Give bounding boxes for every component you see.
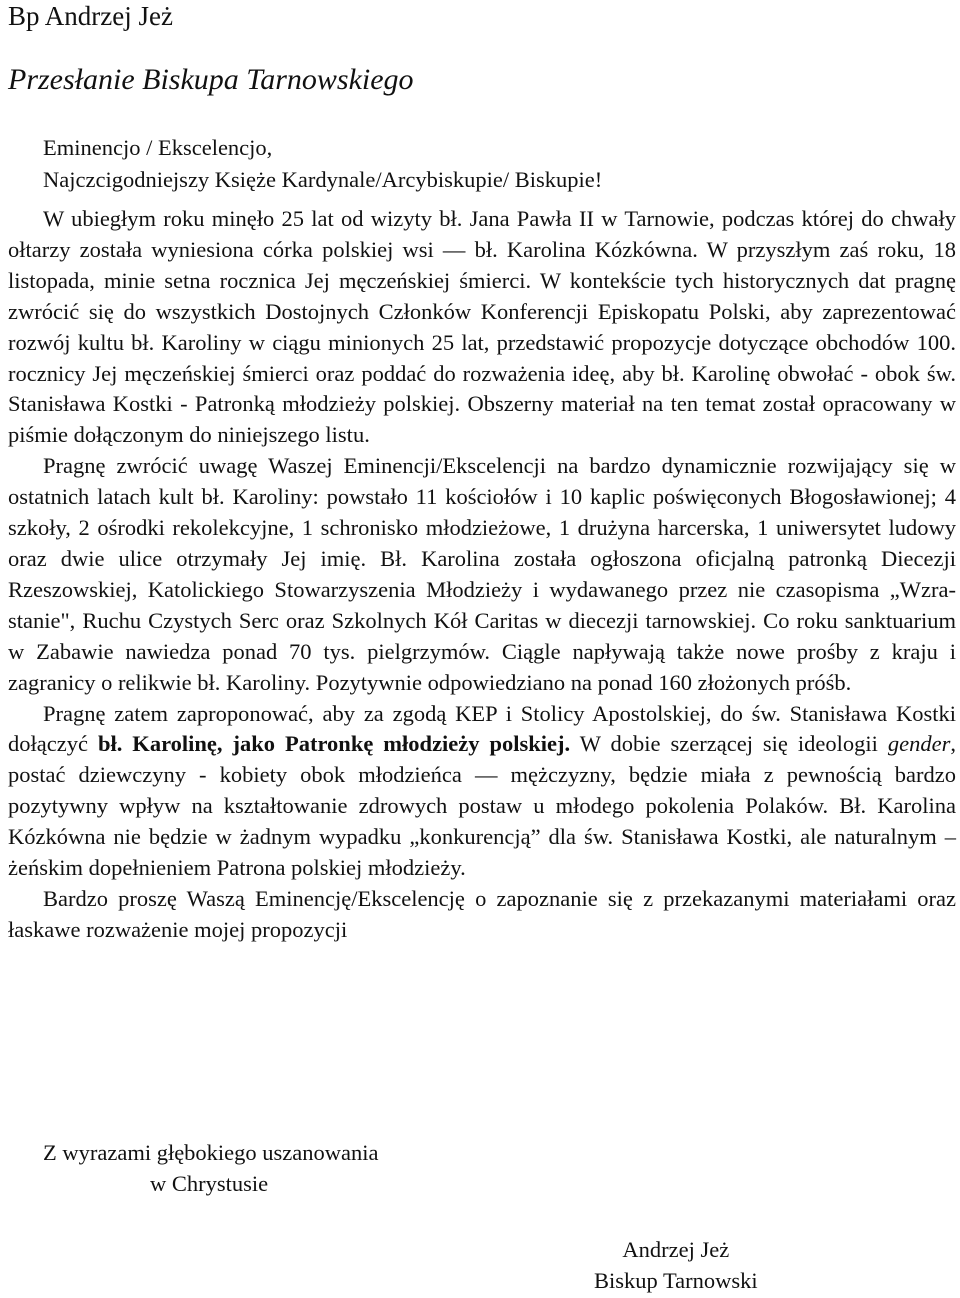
paragraph-4: Bardzo proszę Waszą Eminencję/Ekscelencję o zapoznanie się z przekazanymi materiałami oraz łaskawe rozważenie mojej propozycji <box>8 885 956 942</box>
paragraph-3-bold: bł. Karolinę, jako Patronkę młodzieży polskiej. <box>97 731 571 757</box>
closing-line-1: Z wyrazami głębokiego uszanowania <box>43 1140 379 1165</box>
paragraph-2: Pragnę zwrócić uwagę Waszej Eminencji/Ekscelencji na bardzo dynamicznie rozwijający się w ostatnich latach kult bł. Karoliny: powstało 11 kościołów i 10 kaplic poświęconych Błogosławionej; 4 szkoły, 2 ośrodki rekolekcyjne, 1 schronisko młodzieżowe, 1 drużyna harcerska, 1 uniwersytet ludowy oraz dwie ulice otrzymały Jej imię. Bł. Karolina została ogłoszona oficjalną patronką Diecezji Rzeszowskiej, Katolickiego Stowarzyszenia Młodzieży i wydawanego przez nie czasopisma „Wzrastanie", Ruchu Czystych Serc oraz Szkolnych Kół Caritas w diecezji tarnowskiej. Co roku sanktuarium w Zabawie nawiedza ponad 70 tys. pielgrzymów. Ciągle napływają także nowe prośby z kraju i zagranicy o relikwie bł. Karoliny. Pozytywnie odpowiedziano na ponad 160 złożonych próśb. <box>8 453 956 695</box>
paragraph-3-start: Pragnę zatem zaproponować, aby za zgodą KEP i Stolicy Apostolskiej, do św. Stanisława Kostki dołączyć <box>8 700 956 757</box>
document-title: Przesłanie Biskupa Tarnowskiego <box>8 63 414 96</box>
salutation <box>43 132 602 196</box>
signature-role: Biskup Tarnowski <box>594 1268 758 1293</box>
author-heading: Bp Andrzej Jeż <box>8 1 173 31</box>
paragraph-3 <box>8 699 956 884</box>
salutation-line-2: Najczcigodniejszy Księże Kardynale/Arcybiskupie/ Biskupie! <box>43 167 603 192</box>
salutation-line-1: Eminencjo / Ekscelencjo, <box>43 135 273 160</box>
signature-name: Andrzej Jeż <box>622 1237 730 1262</box>
paragraph-1: W ubiegłym roku minęło 25 lat od wizyty bł. Jana Pawła II w Tarnowie, podczas której do chwały ołtarzy została wyniesiona córka polskiej wsi — bł. Karolina Kózkówna. W przyszłym zaś roku, 18 listopada, minie setna rocznica Jej męczeńskiej śmierci. W kontekście tych historycznych dat pragnę zwrócić się do wszystkich Dostojnych Członków Konferencji Episkopatu Polski, aby zaprezentować rozwój kultu bł. Karoliny w ciągu minionych 25 lat, przedstawić propozycje dotyczące obchodów 100. rocznicy Jej męczeńskiej śmierci oraz poddać do rozważenia ideę, aby bł. Karolinę obwołać - obok św. Stanisława Kostki - Patronką młodzieży polskiej. Obszerny materiał na ten temat został opracowany w piśmie dołączonym do niniejszego listu. <box>8 206 956 448</box>
paragraph-3-end: , postać dziewczyny - kobiety obok młodzieńca — mężczyzny, będzie miała z pewnością bardzo pozytywny wpływ na kształtowanie zdrowych postaw u młodego pokolenia Polaków. Bł. Karolina Kózkówna nie będzie w żadnym wypadku „konkurencją” dla św. Stanisława Kostki, ale naturalnym – żeńskim dopełnieniem Patrona polskiej młodzieży. <box>8 731 956 881</box>
paragraph-3-middle: W dobie szerzącej się ideologii <box>570 731 888 757</box>
signature-block <box>594 1234 758 1296</box>
closing-line-2: w Chrystusie <box>150 1171 269 1196</box>
paragraph-3-italic: gender <box>887 731 951 757</box>
closing-formula <box>43 1137 379 1199</box>
letter-body <box>8 204 956 946</box>
